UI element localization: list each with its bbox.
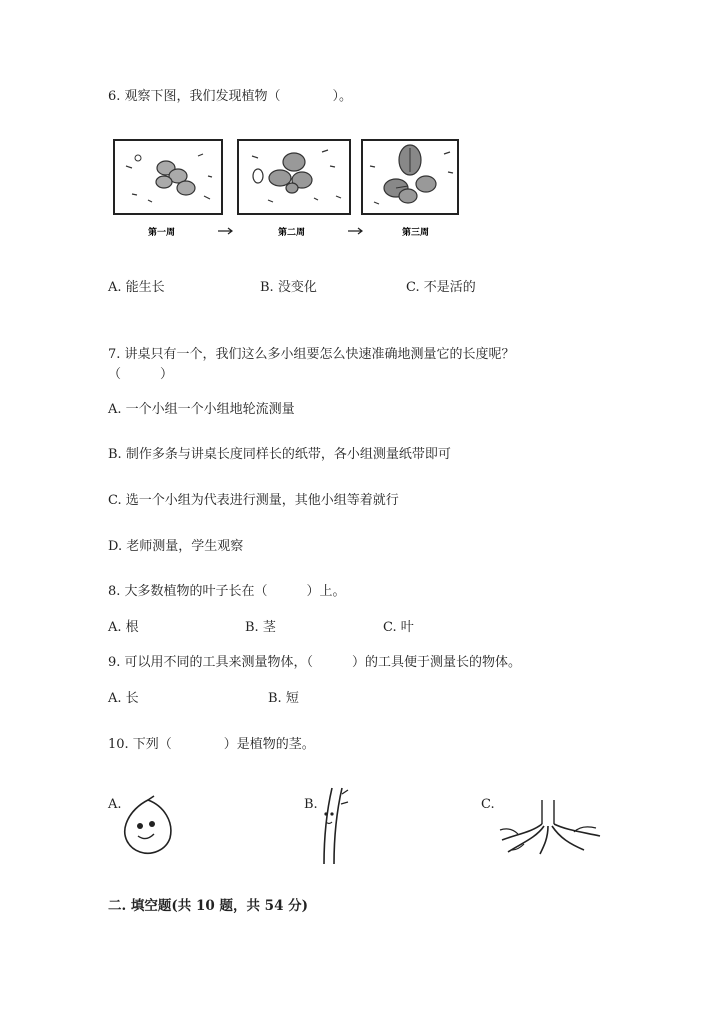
arrow-2 xyxy=(348,228,362,234)
q9-option-a: A. 长 xyxy=(108,691,139,706)
q10-stem: 10. 下列（ ）是植物的茎。 xyxy=(108,737,315,752)
q10-option-b-label: B. xyxy=(304,797,318,812)
leaf-drawing xyxy=(118,796,178,858)
caption-week2: 第二周 xyxy=(278,228,306,238)
roots-drawing xyxy=(494,798,606,858)
q9-option-b: B. 短 xyxy=(268,691,299,706)
q8-stem: 8. 大多数植物的叶子长在（ ）上。 xyxy=(108,584,346,599)
q7-option-d: D. 老师测量，学生观察 xyxy=(108,539,244,554)
q8-option-a: A. 根 xyxy=(108,620,139,635)
week2-panel xyxy=(238,140,350,214)
q7-stem: 7. 讲桌只有一个，我们这么多小组要怎么快速准确地测量它的长度呢？ xyxy=(108,347,515,362)
arrow-1 xyxy=(218,228,232,234)
caption-week1: 第一周 xyxy=(148,228,176,238)
q8-option-b: B. 茎 xyxy=(245,620,276,635)
caption-week3: 第三周 xyxy=(402,228,430,238)
q7-option-b: B. 制作多条与讲桌长度同样长的纸带，各小组测量纸带即可 xyxy=(108,447,451,462)
q6-figure xyxy=(108,136,460,246)
q7-paren: （ ） xyxy=(108,367,174,382)
q6-option-b: B. 没变化 xyxy=(260,280,317,295)
week3-panel xyxy=(362,140,458,214)
stem-drawing xyxy=(312,784,352,868)
q10-option-c-label: C. xyxy=(481,797,495,812)
q9-stem: 9. 可以用不同的工具来测量物体，（ ）的工具便于测量长的物体。 xyxy=(108,655,522,670)
q6-option-c: C. 不是活的 xyxy=(406,280,476,295)
q7-option-a: A. 一个小组一个小组地轮流测量 xyxy=(108,402,295,417)
q7-option-c: C. 选一个小组为代表进行测量，其他小组等着就行 xyxy=(108,493,399,508)
q10-option-a-label: A. xyxy=(108,797,122,812)
week1-panel xyxy=(114,140,222,214)
q6-option-a: A. 能生长 xyxy=(108,280,165,295)
section-2-title: 二. 填空题(共 10 题，共 54 分) xyxy=(108,898,309,914)
q6-stem: 6. 观察下图，我们发现植物（ ）。 xyxy=(108,89,353,104)
q8-option-c: C. 叶 xyxy=(383,620,414,635)
